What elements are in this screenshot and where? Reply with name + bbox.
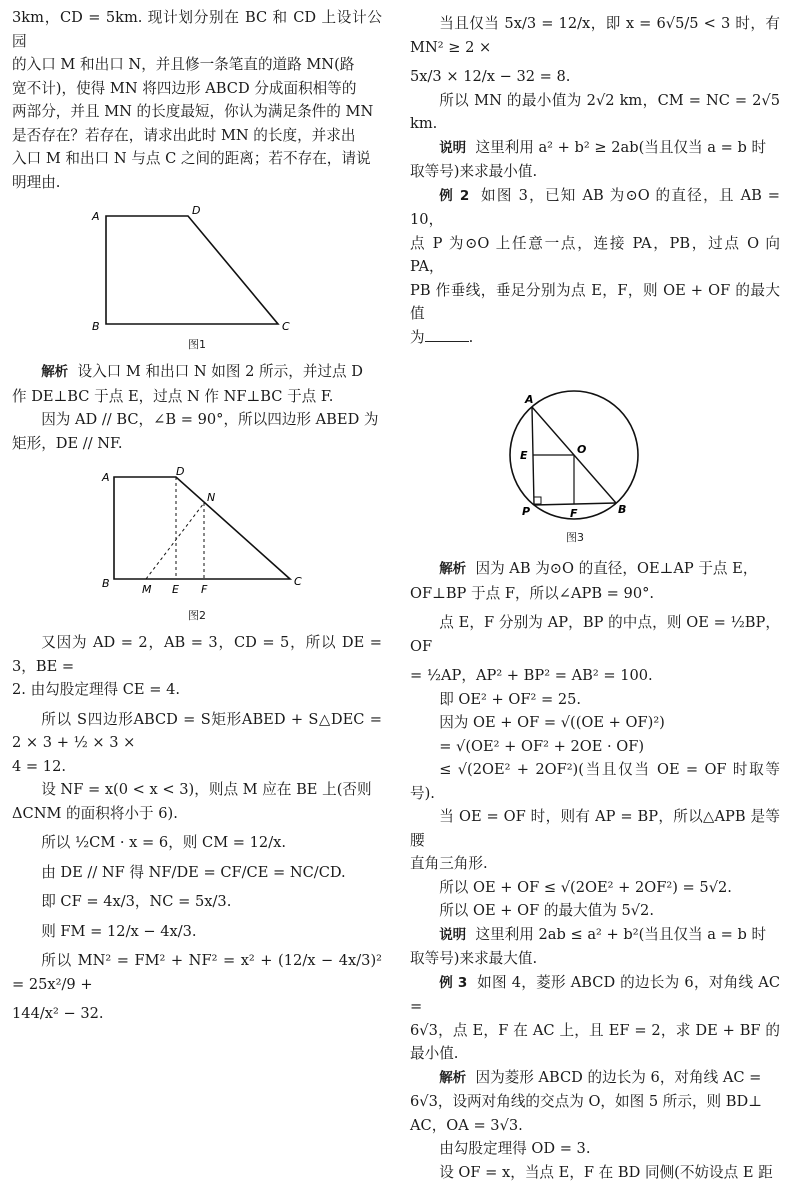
- solution-line: 解析 因为 AB 为⊙O 的直径，OE⊥AP 于点 E，: [410, 557, 780, 582]
- example-line: 例 2 如图 3，已知 AB 为⊙O 的直径，且 AB = 10，: [410, 184, 780, 232]
- body-line: 即 CF = 4x/3，NC = 5x/3.: [12, 890, 382, 914]
- body-line: 设 NF = x(0 < x < 3)，则点 M 应在 BE 上(否则: [12, 778, 382, 802]
- problem-line: 入口 M 和出口 N 与点 C 之间的距离；若不存在，请说: [12, 147, 382, 171]
- figure-2-diagram: [12, 463, 382, 603]
- figure-3-caption: 图3: [410, 529, 740, 545]
- fig2-label-n: N: [207, 491, 215, 504]
- solution-line: 因为 AD // BC，∠B = 90°，所以四边形 ABED 为: [12, 408, 382, 432]
- solution-line: 因为 OE + OF = √((OE + OF)²): [410, 711, 780, 735]
- solution-line: 所以 OE + OF 的最大值为 5√2.: [410, 899, 780, 923]
- right-column: [410, 6, 780, 1184]
- solution-line: 解析 设入口 M 和出口 N 如图 2 所示，并过点 D: [12, 360, 382, 385]
- problem-line: 宽不计)，使得 MN 将四边形 ABCD 分成面积相等的: [12, 77, 382, 101]
- figure-2: [12, 463, 382, 623]
- body-line: 由 DE // NF 得 NF/DE = CF/CE = NC/CD.: [12, 861, 382, 885]
- example-2-keyword: 例 2: [439, 188, 469, 204]
- body-line: 所以 MN² = FM² + NF² = x² + (12/x − 4x/3)² = 25x²/9 +: [12, 949, 382, 996]
- fig1-label-a: A: [91, 210, 100, 223]
- problem-line: 是否存在？若存在，请求出此时 MN 的长度，并求出: [12, 124, 382, 148]
- figure-1-caption: 图1: [12, 336, 382, 352]
- body-line: 2. 由勾股定理得 CE = 4.: [12, 678, 382, 702]
- body-line: 所以 ½CM · x = 6，则 CM = 12/x.: [12, 831, 382, 855]
- fig2-label-f: F: [201, 583, 208, 596]
- solution-line: 所以 OE + OF ≤ √(2OE² + 2OF²) = 5√2.: [410, 876, 780, 900]
- solution-line: 由勾股定理得 OD = 3.: [410, 1137, 780, 1161]
- body-line: 5x/3 × 12/x − 32 = 8.: [410, 65, 780, 89]
- problem-line: 的入口 M 和出口 N，并且修一条笔直的道路 MN(路: [12, 53, 382, 77]
- body-line: 所以 MN 的最小值为 2√2 km，CM = NC = 2√5 km.: [410, 89, 780, 136]
- note-keyword: 说明: [439, 140, 466, 156]
- example-3-keyword: 例 3: [439, 975, 467, 991]
- fig2-label-a: A: [101, 471, 110, 484]
- solution-line: 即 OE² + OF² = 25.: [410, 688, 780, 712]
- figure-1: [12, 200, 382, 350]
- solution-line: OF⊥BP 于点 F，所以∠APB = 90°.: [410, 582, 780, 606]
- body-line: 又因为 AD = 2，AB = 3，CD = 5，所以 DE = 3，BE =: [12, 631, 382, 678]
- fig1-label-c: C: [282, 320, 290, 330]
- fig3-label-e: E: [520, 449, 528, 462]
- note-line: 取等号)来求最小值.: [410, 160, 780, 184]
- solution-line: 点 E，F 分别为 AP，BP 的中点，则 OE = ½BP，OF: [410, 611, 780, 658]
- solution-keyword: 解析: [41, 364, 68, 380]
- fig3-label-b: B: [618, 503, 626, 516]
- problem-line: 明理由.: [12, 171, 382, 195]
- note-line: 说明 这里利用 2ab ≤ a² + b²(当且仅当 a = b 时: [410, 923, 780, 948]
- fig3-label-f: F: [570, 507, 578, 520]
- solution-line: ≤ √(2OE² + 2OF²)(当且仅当 OE = OF 时取等号).: [410, 758, 780, 805]
- solution-keyword: 解析: [439, 561, 466, 577]
- fig3-label-p: P: [522, 505, 530, 518]
- note-line: 说明 这里利用 a² + b² ≥ 2ab(当且仅当 a = b 时: [410, 136, 780, 161]
- example-line: 例 3 如图 4，菱形 ABCD 的边长为 6，对角线 AC =: [410, 971, 780, 1019]
- figure-3-diagram: [410, 369, 780, 529]
- problem-line: 两部分，并且 MN 的长度最短，你认为满足条件的 MN: [12, 100, 382, 124]
- figure-3: [410, 369, 780, 545]
- body-line: 则 FM = 12/x − 4x/3.: [12, 920, 382, 944]
- note-line: 取等号)来求最大值.: [410, 947, 780, 971]
- solution-line: 当 OE = OF 时，则有 AP = BP，所以△APB 是等腰: [410, 805, 780, 852]
- solution-line: 直角三角形.: [410, 852, 780, 876]
- body-line: ΔCNM 的面积将小于 6).: [12, 802, 382, 826]
- fig3-label-o: O: [577, 443, 586, 456]
- solution-keyword: 解析: [439, 1070, 466, 1086]
- example-line: PB 作垂线，垂足分别为点 E，F，则 OE + OF 的最大值: [410, 279, 780, 326]
- note-keyword: 说明: [439, 927, 466, 943]
- fig2-label-e: E: [172, 583, 179, 596]
- figure-1-diagram: [12, 200, 382, 330]
- fig3-label-a: A: [524, 393, 534, 406]
- solution-line: 设 OF = x，当点 E，F 在 BD 同侧(不妨设点 E 距: [410, 1161, 780, 1184]
- fig2-label-m: M: [142, 583, 152, 596]
- example-line: 为 .: [410, 326, 780, 350]
- solution-line: 解析 因为菱形 ABCD 的边长为 6，对角线 AC =: [410, 1066, 780, 1091]
- solution-line: = √(OE² + OF² + 2OE · OF): [410, 735, 780, 759]
- solution-line: 作 DE⊥BC 于点 E，过点 N 作 NF⊥BC 于点 F.: [12, 385, 382, 409]
- figure-2-caption: 图2: [12, 607, 382, 623]
- body-line: 4 = 12.: [12, 755, 382, 779]
- solution-line: = ½AP，AP² + BP² = AB² = 100.: [410, 664, 780, 688]
- example-line: 6√3，点 E，F 在 AC 上，且 EF = 2，求 DE + BF 的最小值.: [410, 1019, 780, 1066]
- solution-line: 6√3，设两对角线的交点为 O，如图 5 所示，则 BD⊥: [410, 1090, 780, 1114]
- problem-line: 3km，CD = 5km. 现计划分别在 BC 和 CD 上设计公园: [12, 6, 382, 53]
- fig2-label-d: D: [176, 465, 184, 478]
- answer-blank: [425, 327, 469, 342]
- body-line: 当且仅当 5x/3 = 12/x，即 x = 6√5/5 < 3 时，有 MN² ≥ 2 ×: [410, 12, 780, 59]
- example-line: 点 P 为⊙O 上任意一点，连接 PA，PB，过点 O 向 PA，: [410, 232, 780, 279]
- solution-line: AC，OA = 3√3.: [410, 1114, 780, 1138]
- body-line: 144/x² − 32.: [12, 1002, 382, 1026]
- fig1-label-b: B: [92, 320, 100, 330]
- left-column: [12, 6, 382, 1026]
- solution-line: 矩形，DE // NF.: [12, 432, 382, 456]
- body-line: 所以 S四边形ABCD = S矩形ABED + S△DEC = 2 × 3 + ½ × 3 ×: [12, 708, 382, 755]
- fig2-label-b: B: [102, 577, 110, 590]
- fig1-label-d: D: [192, 204, 200, 217]
- fig2-label-c: C: [294, 575, 302, 588]
